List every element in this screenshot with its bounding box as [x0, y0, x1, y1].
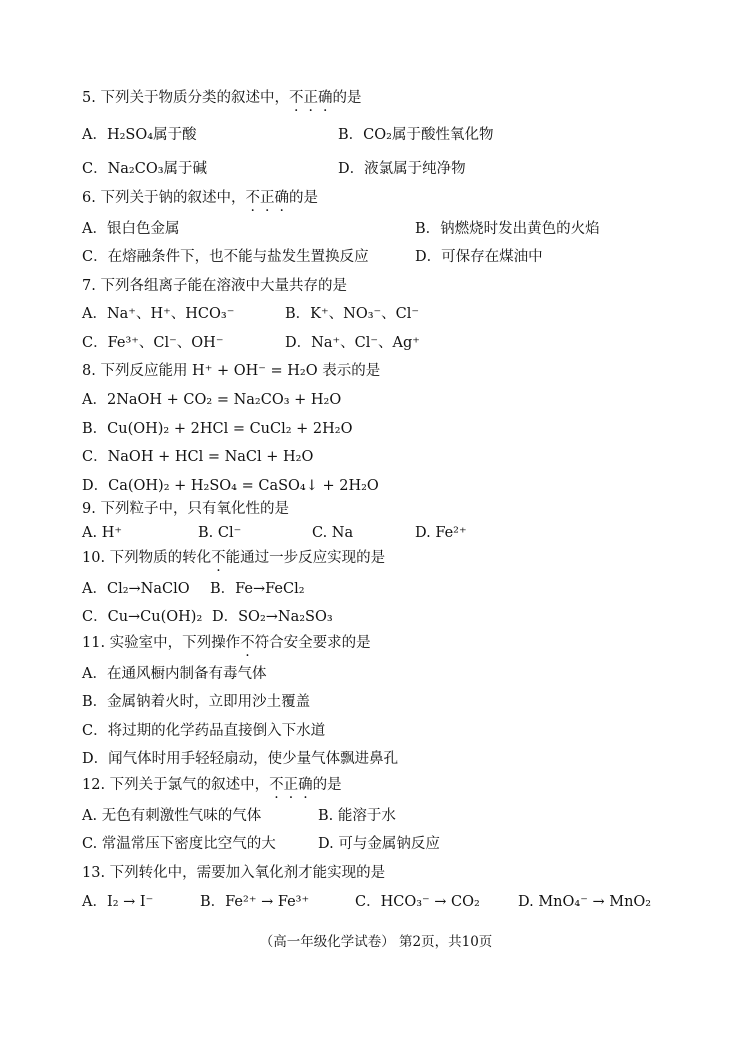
q7-option-d: D．Na⁺、Cl⁻、Ag⁺	[285, 335, 420, 351]
q13-stem: 13. 下列转化中，需要加入氧化剂才能实现的是	[82, 865, 386, 881]
q10-option-c: C．Cu→Cu(OH)₂	[82, 609, 203, 625]
q10-option-b: B．Fe→FeCl₂	[210, 581, 305, 597]
page-footer: （高一年级化学试卷） 第2页，共10页	[259, 934, 493, 950]
q12-option-c: C. 常温常压下密度比空气的大	[82, 836, 276, 852]
q8-option-c: C．NaOH + HCl = NaCl + H₂O	[82, 449, 314, 465]
q5-stem: 5. 下列关于物质分类的叙述中，不正确的是	[82, 90, 362, 106]
q6-option-b: B．钠燃烧时发出黄色的火焰	[415, 221, 600, 237]
q8-stem: 8. 下列反应能用 H⁺ + OH⁻ = H₂O 表示的是	[82, 363, 381, 379]
q9-stem: 9. 下列粒子中，只有氧化性的是	[82, 501, 289, 517]
q11-stem: 11. 实验室中，下列操作不符合安全要求的是	[82, 635, 371, 651]
q10-option-a: A．Cl₂→NaClO	[82, 581, 190, 597]
q6-option-a: A．银白色金属	[82, 221, 180, 237]
q6-option-d: D．可保存在煤油中	[415, 249, 543, 265]
q5-option-d: D．液氯属于纯净物	[338, 161, 466, 177]
q5-option-c: C．Na₂CO₃属于碱	[82, 161, 208, 177]
q12-option-b: B. 能溶于水	[318, 808, 396, 824]
q5-option-a: A．H₂SO₄属于酸	[82, 127, 197, 143]
q10-stem: 10. 下列物质的转化不能通过一步反应实现的是	[82, 550, 386, 566]
q12-option-a: A. 无色有刺激性气味的气体	[82, 808, 262, 824]
q5-option-b: B．CO₂属于酸性氧化物	[338, 127, 494, 143]
q9-option-d: D. Fe²⁺	[415, 525, 467, 541]
q9-option-c: C. Na	[312, 525, 354, 541]
q9-option-a: A. H⁺	[82, 525, 122, 541]
q12-option-d: D. 可与金属钠反应	[318, 836, 440, 852]
q11-option-b: B．金属钠着火时，立即用沙土覆盖	[82, 694, 311, 710]
q9-option-b: B. Cl⁻	[198, 525, 242, 541]
q7-option-c: C．Fe³⁺、Cl⁻、OH⁻	[82, 335, 224, 351]
q6-stem: 6. 下列关于钠的叙述中，不正确的是	[82, 190, 318, 206]
q8-option-b: B．Cu(OH)₂ + 2HCl = CuCl₂ + 2H₂O	[82, 421, 353, 437]
q13-option-c: C．HCO₃⁻ → CO₂	[355, 894, 480, 910]
q11-option-c: C．将过期的化学药品直接倒入下水道	[82, 723, 326, 739]
q10-option-d: D．SO₂→Na₂SO₃	[212, 609, 333, 625]
q11-option-d: D．闻气体时用手轻轻扇动，使少量气体飘进鼻孔	[82, 751, 399, 767]
q13-option-d: D. MnO₄⁻ → MnO₂	[518, 894, 652, 910]
q11-option-a: A．在通风橱内制备有毒气体	[82, 666, 267, 682]
q12-stem: 12. 下列关于氯气的叙述中，不正确的是	[82, 777, 342, 793]
q7-option-b: B．K⁺、NO₃⁻、Cl⁻	[285, 306, 420, 322]
q13-option-b: B．Fe²⁺ → Fe³⁺	[200, 894, 310, 910]
q7-option-a: A．Na⁺、H⁺、HCO₃⁻	[82, 306, 235, 322]
q7-stem: 7. 下列各组离子能在溶液中大量共存的是	[82, 278, 347, 294]
q8-option-a: A．2NaOH + CO₂ = Na₂CO₃ + H₂O	[82, 392, 342, 408]
q6-option-c: C．在熔融条件下，也不能与盐发生置换反应	[82, 249, 369, 265]
q13-option-a: A．I₂ → I⁻	[82, 894, 154, 910]
q8-option-d: D．Ca(OH)₂ + H₂SO₄ = CaSO₄↓ + 2H₂O	[82, 478, 379, 494]
